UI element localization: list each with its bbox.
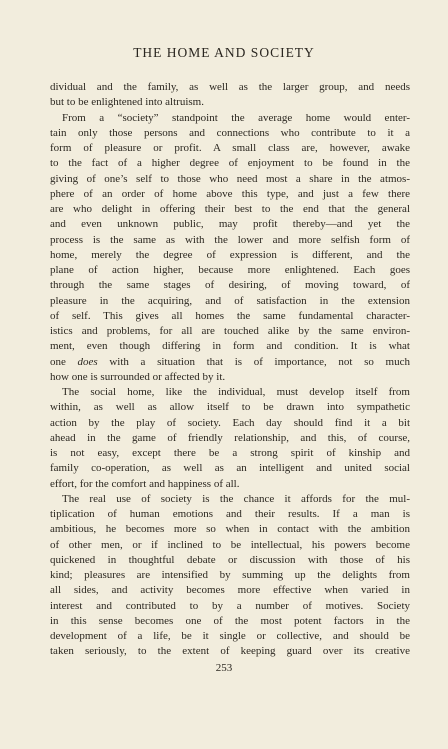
text-line: dividual and the family, as well as the larger group, and needs [50, 81, 410, 93]
text-line: pleasure in the acquiring, and of satisfaction in the extension [50, 294, 410, 307]
body-text [50, 80, 410, 660]
text-line: tiplication of human emotions and their results. If a man is [50, 508, 410, 520]
text-line: development of a life, be it single or collective, and should be [50, 630, 410, 642]
paragraph [50, 492, 410, 660]
text-line: From a “society” standpoint the average home would enter- [62, 111, 410, 124]
text-line: taken seriously, to the extent of keeping guard over its creative [50, 645, 410, 658]
text-line: form of pleasure or profit. A small class are, however, awake [50, 142, 410, 154]
text-line: are who delight in offering their best to the end that the general [50, 203, 410, 215]
text-line: ment, even though differing in form and condition. It is what [50, 340, 410, 353]
text-line: action by the play of society. Each day should find it a bit [50, 416, 410, 429]
text-line: of self. This gives all homes the same fundamental character- [50, 309, 410, 322]
text-line: quickened in thoughtful debate or discussion with those of his [50, 553, 410, 566]
text-line: in this sense becomes one of the most potent factors in the [50, 614, 410, 627]
text-line: phere of an order of home above this type, and just a few there [50, 187, 410, 200]
text-line: ambitious, he becomes more so when in contact with the ambition [50, 523, 410, 536]
paragraph [50, 80, 410, 111]
paragraph [50, 111, 410, 386]
text-line: process is the same as with the lower and more selfish form of [50, 233, 410, 246]
text-line: is not easy, except there be a strong spirit of kinship and [50, 447, 410, 459]
text-line: plane of action higher, because more enlightened. Each goes [50, 264, 410, 276]
text-line: kind; pleasures are intensified by summing up the delights from [50, 569, 410, 581]
text-line: effort, for the comfort and happiness of all. [50, 477, 240, 490]
text-line: interest and contributed to by a number of motives. Society [50, 599, 410, 612]
text-line: ahead in the game of friendly relationship, and this, of course, [50, 431, 410, 444]
text-line: one does with a situation that is of importance, not so much [50, 355, 410, 368]
text-line: within, as well as allow itself to be drawn into sympathetic [50, 401, 410, 414]
text-line: how one is surrounded or affected by it. [50, 370, 226, 383]
text-line: istics and problems, for all are touched alike by the same environ- [50, 325, 410, 337]
text-line: tain only those persons and connections who contribute to it a [50, 126, 410, 139]
text-line: all sides, and activity becomes more effective when varied in [50, 584, 410, 597]
page-number: 253 [215, 662, 233, 674]
running-head: THE HOME AND SOCIETY [133, 45, 315, 60]
text-line: family co-operation, as well as an intelligent and united social [50, 462, 410, 475]
text-line: The social home, like the individual, must develop itself from [62, 386, 410, 398]
text-line: giving of one’s self to those who need most a share in the atmos- [50, 172, 410, 185]
text-line: to the fact of a higher degree of enjoyment to be found in the [50, 157, 410, 170]
text-line: The real use of society is the chance it affords for the mul- [62, 492, 410, 505]
text-line: through the same stages of desiring, of moving toward, of [50, 279, 410, 292]
text-line: and even unknown public, may profit thereby—and yet the [50, 218, 410, 231]
text-line: of other men, or if inclined to be intellectual, his powers become [50, 538, 410, 551]
paragraph [50, 385, 410, 492]
text-line: but to be enlightened into altruism. [50, 96, 204, 109]
text-line: home, merely the degree of expression is different, and the [50, 248, 410, 261]
